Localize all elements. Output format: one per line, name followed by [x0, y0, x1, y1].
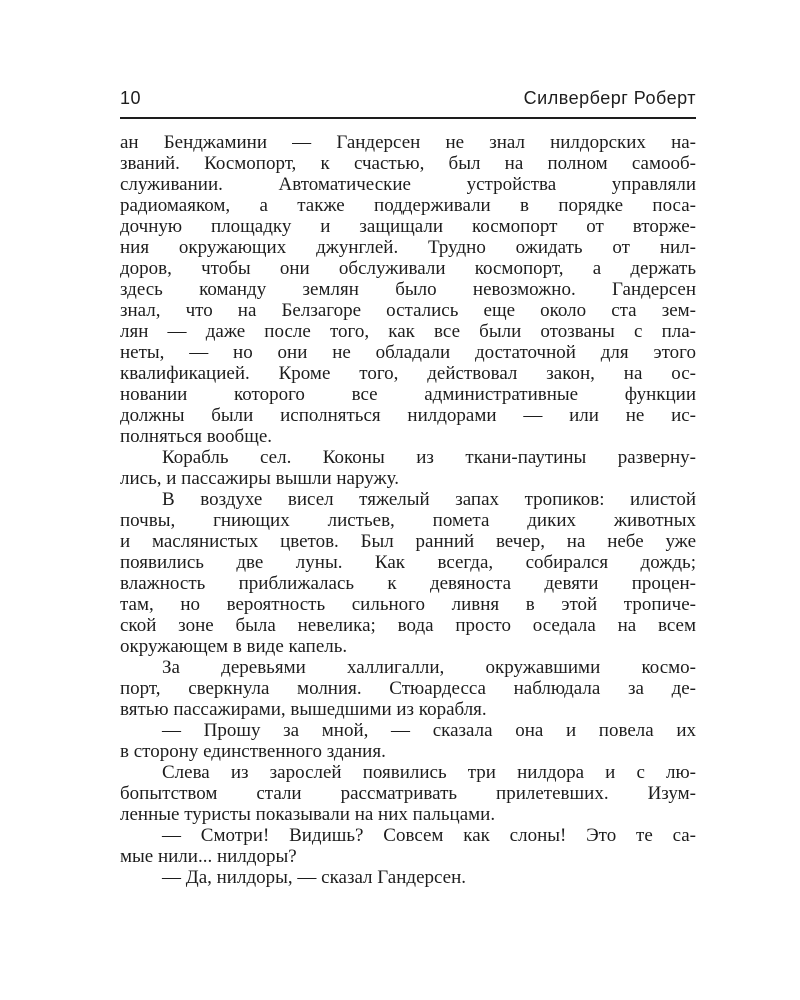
text-line: служивании. Автоматические устройства управляли	[120, 174, 696, 195]
text-line: вятью пассажирами, вышедшими из корабля.	[120, 699, 487, 720]
text-line: — Смотри! Видишь? Совсем как слоны! Это те са-	[162, 825, 696, 846]
text-line: окружающем в виде капель.	[120, 636, 348, 657]
text-line: дочную площадку и защищали космопорт от вторже-	[120, 216, 696, 237]
text-line: появились две луны. Как всегда, собирался дождь;	[120, 552, 696, 573]
text-line: почвы, гниющих листьев, помета диких животных	[120, 510, 696, 531]
text-line: — Прошу за мной, — сказала она и повела их	[162, 720, 696, 741]
text-line: в сторону единственного здания.	[120, 741, 386, 762]
text-line: — Да, нилдоры, — сказал Гандерсен.	[162, 867, 467, 888]
text-line: За деревьями халлигалли, окружавшими космо-	[162, 657, 696, 678]
text-line: доров, чтобы они обслуживали космопорт, а держать	[120, 258, 696, 279]
text-line: неты, — но они не обладали достаточной для этого	[120, 342, 696, 363]
text-line: ан Бенджамини — Гандерсен не знал нилдорских на-	[120, 132, 696, 153]
text-line: лись, и пассажиры вышли наружу.	[120, 468, 399, 489]
page-header	[120, 88, 696, 108]
text-line: влажность приближалась к девяноста девяти процен-	[120, 573, 696, 594]
text-line: новании которого все административные функции	[120, 384, 696, 405]
header-rule	[120, 117, 696, 119]
text-line: порт, сверкнула молния. Стюардесса наблюдала за де-	[120, 678, 696, 699]
page-number: 10	[120, 88, 142, 108]
text-line: Корабль сел. Коконы из ткани-паутины разверну-	[162, 447, 696, 468]
text-line: Слева из зарослей появились три нилдора и с лю-	[162, 762, 696, 783]
text-line: радиомаяком, а также поддерживали в порядке поса-	[120, 195, 696, 216]
text-line: ской зоне была невелика; вода просто оседала на всем	[120, 615, 696, 636]
text-line: там, но вероятность сильного ливня в этой тропиче-	[120, 594, 696, 615]
text-line: бопытством стали рассматривать прилетевших. Изум-	[120, 783, 696, 804]
text-line: знал, что на Белзагоре остались еще около ста зем-	[120, 300, 696, 321]
text-line: мые нили... нилдоры?	[120, 846, 297, 867]
text-line: В воздухе висел тяжелый запах тропиков: илистой	[162, 489, 696, 510]
body-text	[120, 132, 696, 888]
text-line: квалификацией. Кроме того, действовал закон, на ос-	[120, 363, 696, 384]
text-line: полняться вообще.	[120, 426, 273, 447]
text-line: ния окружающих джунглей. Трудно ожидать от нил-	[120, 237, 696, 258]
text-line: ленные туристы показывали на них пальцами.	[120, 804, 496, 825]
text-line: и маслянистых цветов. Был ранний вечер, на небе уже	[120, 531, 696, 552]
text-line: званий. Космопорт, к счастью, был на полном самооб-	[120, 153, 696, 174]
text-line: лян — даже после того, как все были отозваны с пла-	[120, 321, 696, 342]
text-line: должны были исполняться нилдорами — или не ис-	[120, 405, 696, 426]
running-title: Силверберг Роберт	[523, 88, 696, 108]
text-line: здесь команду землян было невозможно. Гандерсен	[120, 279, 696, 300]
page-content	[120, 88, 696, 888]
